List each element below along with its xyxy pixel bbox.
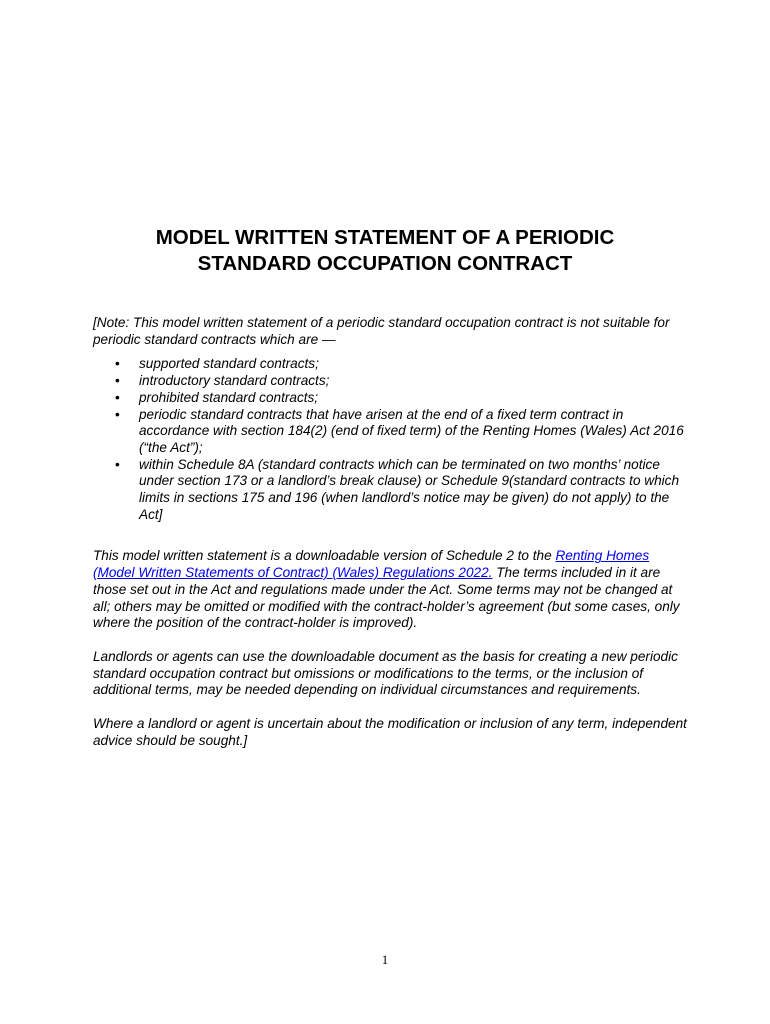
list-item-text: prohibited standard contracts; bbox=[139, 389, 319, 405]
paragraph-downloadable-version bbox=[93, 548, 693, 632]
para1-text-after-link: The terms included in it are those set out in the Act and regulations made under the Act. Some terms may not be changed at all; others may be omitted or modified with the contract-holder’s agreement (but some cases, only where the position of the contract-holder is improved). bbox=[93, 565, 680, 631]
regulations-link[interactable]: Renting Homes (Model Written Statements of Contract) (Wales) Regulations 2022. bbox=[93, 548, 650, 581]
bullet-icon: • bbox=[115, 373, 120, 389]
list-item-text: supported standard contracts; bbox=[139, 356, 319, 372]
document-title bbox=[60, 225, 710, 277]
title-line-1: MODEL WRITTEN STATEMENT OF A PERIODIC bbox=[155, 226, 615, 249]
title-line-2: STANDARD OCCUPATION CONTRACT bbox=[197, 252, 573, 275]
list-item-text: periodic standard contracts that have arisen at the end of a fixed term contract in accordance with section 184(2) (end of fixed term) of the Renting Homes (Wales) Act 2016 (“the Act”); bbox=[139, 406, 684, 455]
paragraph-independent-advice: Where a landlord or agent is uncertain about the modification or inclusion of any term, independent advice should be sought.] bbox=[93, 716, 687, 748]
bullet-icon: • bbox=[115, 389, 120, 405]
list-item bbox=[93, 356, 693, 373]
list-item bbox=[93, 457, 693, 524]
paragraph-landlords-agents: Landlords or agents can use the downloadable document as the basis for creating a new periodic standard occupation contract but omissions or modifications to the terms, or the inclusion of additional terms, may be needed depending on individual circumstances and requirements. bbox=[93, 648, 678, 698]
para1-text-before-link: This model written statement is a downloadable version of Schedule 2 to the bbox=[93, 548, 556, 564]
list-item bbox=[93, 407, 693, 457]
list-item bbox=[93, 373, 693, 390]
bullet-icon: • bbox=[115, 406, 120, 422]
bullet-icon: • bbox=[115, 456, 120, 472]
exclusion-list bbox=[93, 356, 693, 523]
note-intro: [Note: This model written statement of a periodic standard occupation contract is not suitable for periodic standard contracts which are — bbox=[93, 315, 670, 347]
list-item-text: introductory standard contracts; bbox=[139, 373, 330, 389]
bullet-icon: • bbox=[115, 356, 120, 372]
list-item-text: within Schedule 8A (standard contracts which can be terminated on two months’ notice under section 173 or a landlord’s break clause) or Schedule 9(standard contracts to which limits in sections 175 and 196 (when landlord’s notice may be given) do not apply) to the Act] bbox=[139, 456, 680, 522]
page-number: 1 bbox=[381, 952, 389, 967]
document-body bbox=[93, 315, 693, 749]
list-item bbox=[93, 390, 693, 407]
